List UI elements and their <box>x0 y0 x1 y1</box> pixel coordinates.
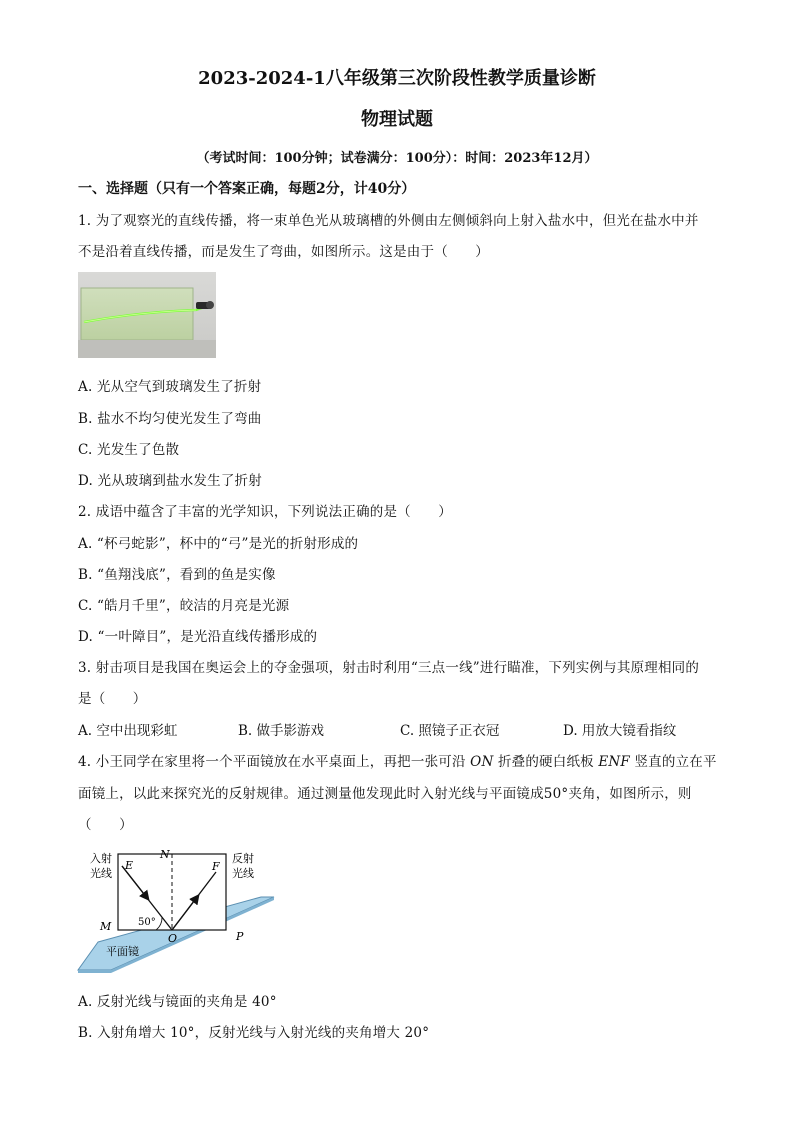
fold-line-label: ON <box>470 754 494 770</box>
question-3-option-c: C. 照镜子正衣冠 <box>400 723 500 739</box>
question-4-option-b: B. 入射角增大 10°，反射光线与入射光线的夹角增大 20° <box>78 1025 430 1041</box>
point-m-label: M <box>100 920 112 933</box>
incident-label-1: 入射 <box>90 852 112 865</box>
point-n-label: N <box>160 848 170 861</box>
question-2-option-d: D. “一叶障目”，是光沿直线传播形成的 <box>78 629 318 645</box>
question-1-option-c: C. 光发生了色散 <box>78 442 180 458</box>
section-heading: 一、选择题（只有一个答案正确，每题2分，计40分） <box>78 181 416 197</box>
question-4-text-b: 折叠的硬白纸板 <box>493 754 599 770</box>
question-4-line-3: （ ） <box>78 817 133 833</box>
reflect-label-1: 反射 <box>232 852 254 865</box>
question-1-option-d: D. 光从玻璃到盐水发生了折射 <box>78 473 262 489</box>
question-4-line-1 <box>78 750 717 770</box>
cardboard-label: ENF <box>598 754 630 770</box>
reflection-diagram <box>76 842 276 974</box>
question-4-line-2: 面镜上，以此来探究光的反射规律。通过测量他发现此时入射光线与平面镜成50°夹角，如图所示，则 <box>78 786 692 802</box>
question-1-line-1: 1. 为了观察光的直线传播，将一束单色光从玻璃槽的外侧由左侧倾斜向上射入盐水中，但光在盐水中并 <box>78 213 699 229</box>
point-f-label: F <box>212 860 220 873</box>
question-3-option-a: A. 空中出现彩虹 <box>78 723 178 739</box>
saltwater-laser-photo <box>78 272 216 358</box>
question-1-option-b: B. 盐水不均匀使光发生了弯曲 <box>78 411 262 427</box>
question-4-text-a: 4. 小王同学在家里将一个平面镜放在水平桌面上，再把一张可沿 <box>78 754 471 770</box>
mirror-label: 平面镜 <box>106 945 139 958</box>
question-4-option-a: A. 反射光线与镜面的夹角是 40° <box>78 994 277 1010</box>
question-1-option-a: A. 光从空气到玻璃发生了折射 <box>78 379 262 395</box>
reflect-label-2: 光线 <box>232 867 254 880</box>
angle-label: 50° <box>138 917 156 928</box>
question-2-option-b: B. “鱼翔浅底”，看到的鱼是实像 <box>78 567 276 583</box>
exam-meta: （考试时间：100分钟；试卷满分：100分）：时间：2023年12月） <box>196 151 598 166</box>
question-3-option-d: D. 用放大镜看指纹 <box>563 723 677 739</box>
point-p-label: P <box>236 930 244 943</box>
question-2-line-1: 2. 成语中蕴含了丰富的光学知识，下列说法正确的是（ ） <box>78 504 452 520</box>
page-title: 2023-2024-1八年级第三次阶段性教学质量诊断 <box>198 68 596 89</box>
page-subtitle: 物理试题 <box>361 109 433 130</box>
question-3-option-b: B. 做手影游戏 <box>238 723 325 739</box>
question-2-option-c: C. “皓月千里”，皎洁的月亮是光源 <box>78 598 290 614</box>
point-e-label: E <box>125 859 134 872</box>
question-3-line-2: 是（ ） <box>78 691 147 707</box>
point-o-label: O <box>168 932 178 945</box>
question-1-line-2: 不是沿着直线传播，而是发生了弯曲，如图所示。这是由于（ ） <box>78 244 489 260</box>
question-2-option-a: A. “杯弓蛇影”，杯中的“弓”是光的折射形成的 <box>78 536 359 552</box>
question-3-line-1: 3. 射击项目是我国在奥运会上的夺金强项，射击时利用“三点一线”进行瞄准，下列实例与其原理相同的 <box>78 660 700 676</box>
incident-label-2: 光线 <box>90 867 112 880</box>
question-4-text-c: 竖直的立在平 <box>629 754 717 770</box>
